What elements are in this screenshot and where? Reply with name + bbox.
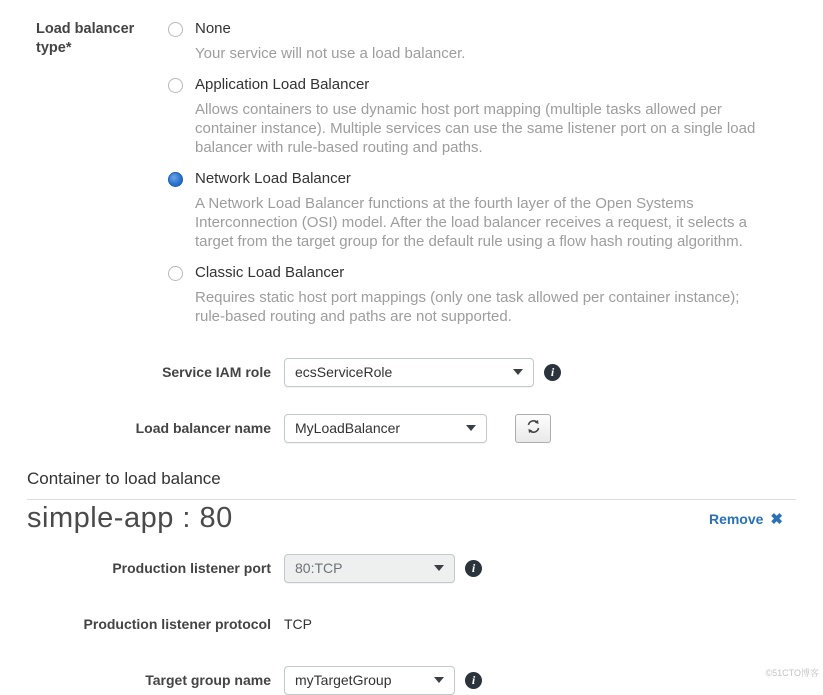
radio-description-classic-lb: Requires static host port mappings (only one task allowed per container instance); rule-based routing and paths are not supported. <box>195 289 740 325</box>
service-iam-role-select[interactable] <box>284 358 534 387</box>
radio-label-network-lb[interactable]: Network Load Balancer <box>195 170 351 187</box>
radio-option-none <box>168 20 823 63</box>
load-balancer-type-label: Load balancer type* <box>36 21 135 56</box>
container-heading: simple-app : 80 <box>27 502 233 534</box>
info-icon[interactable]: i <box>465 672 482 689</box>
radio-label-none[interactable]: None <box>195 20 231 37</box>
radio-label-application-lb[interactable]: Application Load Balancer <box>195 76 370 93</box>
service-iam-role-value: ecsServiceRole <box>295 364 393 380</box>
production-listener-protocol-value: TCP <box>284 616 312 632</box>
remove-x-icon: ✖ <box>770 510 783 528</box>
service-iam-role-row <box>0 357 823 387</box>
target-group-name-label: Target group name <box>145 672 271 688</box>
info-icon[interactable]: i <box>465 560 482 577</box>
container-heading-row <box>27 502 783 535</box>
production-listener-port-select[interactable] <box>284 554 455 583</box>
chevron-down-icon <box>513 369 523 375</box>
refresh-button[interactable] <box>515 414 551 443</box>
radio-button-none[interactable] <box>168 22 183 37</box>
production-listener-port-label: Production listener port <box>112 560 271 576</box>
radio-description-application-lb: Allows containers to use dynamic host port mapping (multiple tasks allowed per container instance). Multiple services can use the same listener port on a single load balancer with rule-based routing and paths. <box>195 101 756 156</box>
radio-option-classic-lb <box>168 264 823 326</box>
load-balancer-type-options <box>168 20 823 339</box>
load-balancer-name-row <box>0 413 823 443</box>
production-listener-port-row <box>0 553 823 583</box>
load-balancer-type-row <box>0 20 823 339</box>
container-section-title: Container to load balance <box>27 469 221 488</box>
radio-description-network-lb: A Network Load Balancer functions at the fourth layer of the Open Systems Interconnection (OSI) model. After the load balancer receives a request, it selects a target from the target group for the default rule using a flow hash routing algorithm. <box>195 195 747 250</box>
info-icon[interactable]: i <box>544 364 561 381</box>
production-listener-protocol-row <box>0 609 823 639</box>
radio-description-none: Your service will not use a load balancer. <box>195 45 466 62</box>
production-listener-protocol-label: Production listener protocol <box>83 616 271 632</box>
service-iam-role-label: Service IAM role <box>162 364 271 380</box>
watermark: ©51CTO博客 <box>765 668 819 678</box>
target-group-name-value: myTargetGroup <box>295 672 392 688</box>
remove-link-label: Remove <box>708 510 764 527</box>
radio-option-network-lb <box>168 170 823 251</box>
chevron-down-icon <box>434 565 444 571</box>
radio-button-network-lb[interactable] <box>168 172 183 187</box>
section-divider <box>27 499 796 500</box>
chevron-down-icon <box>466 425 476 431</box>
radio-button-classic-lb[interactable] <box>168 266 183 281</box>
radio-button-application-lb[interactable] <box>168 78 183 93</box>
remove-container-link[interactable] <box>709 510 783 528</box>
chevron-down-icon <box>434 677 444 683</box>
radio-label-classic-lb[interactable]: Classic Load Balancer <box>195 264 345 281</box>
load-balancer-name-value: MyLoadBalancer <box>295 420 401 436</box>
load-balancer-name-select[interactable] <box>284 414 487 443</box>
radio-option-application-lb <box>168 76 823 157</box>
target-group-name-row <box>0 665 823 695</box>
load-balancer-name-label: Load balancer name <box>135 420 271 436</box>
target-group-name-select[interactable] <box>284 666 455 695</box>
refresh-icon <box>526 419 541 437</box>
production-settings <box>0 553 823 695</box>
production-listener-port-value: 80:TCP <box>295 560 343 576</box>
